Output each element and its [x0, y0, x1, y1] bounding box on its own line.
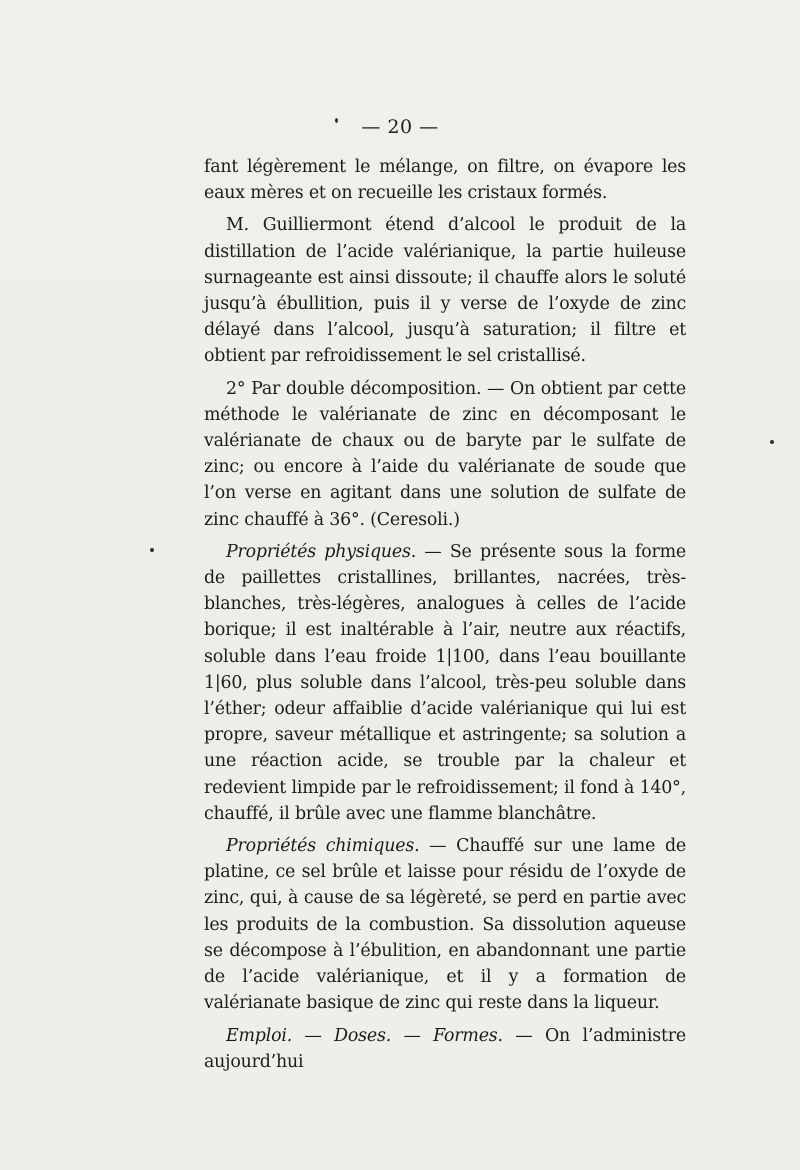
paragraph-text: — On l’administre aujourd’hui — [204, 1025, 686, 1072]
paragraph-4 — [204, 539, 686, 827]
paragraph-2 — [204, 212, 686, 369]
paragraph-text: fant légèrement le mélange, on filtre, on évapore les eaux mères et on recueille les cristaux formés. — [204, 157, 686, 204]
section-heading-physical: Propriétés physiques. — [226, 541, 417, 562]
paragraph-text: — Se présente sous la forme de paillettes cristallines, brillantes, nacrées, très-blanches, très-légères, analogues à celles de l’acide borique; il est inaltérable à l’air, neutre aux réactifs, soluble dans l’eau froide 1|100, dans l’eau bouillante 1|60, plus soluble dans l’alcool, très-peu soluble dans l’éther; odeur affaiblie d’acide valérianique qui lui est propre, saveur métallique et astringente; sa solution a une réaction acide, se trouble par la chaleur et redevient limpide par le refroidissement; il fond à 140°, chauffé, il brûle avec une flamme blanchâtre. — [204, 541, 686, 824]
section-heading-usage: Emploi. — Doses. — Formes. — [226, 1025, 503, 1046]
paragraph-5 — [204, 833, 686, 1016]
paragraph-1 — [204, 154, 686, 206]
paragraph-3 — [204, 376, 686, 533]
section-heading-chemical: Propriétés chimiques. — [226, 836, 420, 857]
ink-speck — [150, 548, 154, 552]
paragraph-6 — [204, 1023, 686, 1075]
paragraph-text: — Chauffé sur une lame de platine, ce sel brûle et laisse pour résidu de l’oxyde de zinc, qui, à cause de sa légèreté, se perd en partie avec les produits de la combustion. Sa dissolution aqueuse se décompose à l’ébulition, en abandonnant une partie de l’acide valérianique, et il y a formation de valérianate basique de zinc qui reste dans la liqueur. — [204, 836, 686, 1014]
page-number: — 20 — — [361, 116, 439, 138]
ink-speck — [770, 440, 774, 444]
paragraph-text: 2° Par double décomposition. — On obtient par cette méthode le valérianate de zinc en décomposant le valérianate de chaux ou de baryte par le sulfate de zinc; ou encore à l’aide du valérianate de soude que l’on verse en agitant dans une solution de sulfate de zinc chauffé à 36°. (Ceresoli.) — [204, 378, 686, 530]
paragraph-text: M. Guilliermont étend d’alcool le produit de la distillation de l’acide valérianique, la partie huileuse surnageante est ainsi dissoute; il chauffe alors le soluté jusqu’à ébullition, puis il y verse de l’oxyde de zinc délayé dans l’alcool, jusqu’à saturation; il filtre et obtient par refroidissement le sel cristallisé. — [204, 215, 686, 367]
body-text — [204, 154, 686, 1075]
